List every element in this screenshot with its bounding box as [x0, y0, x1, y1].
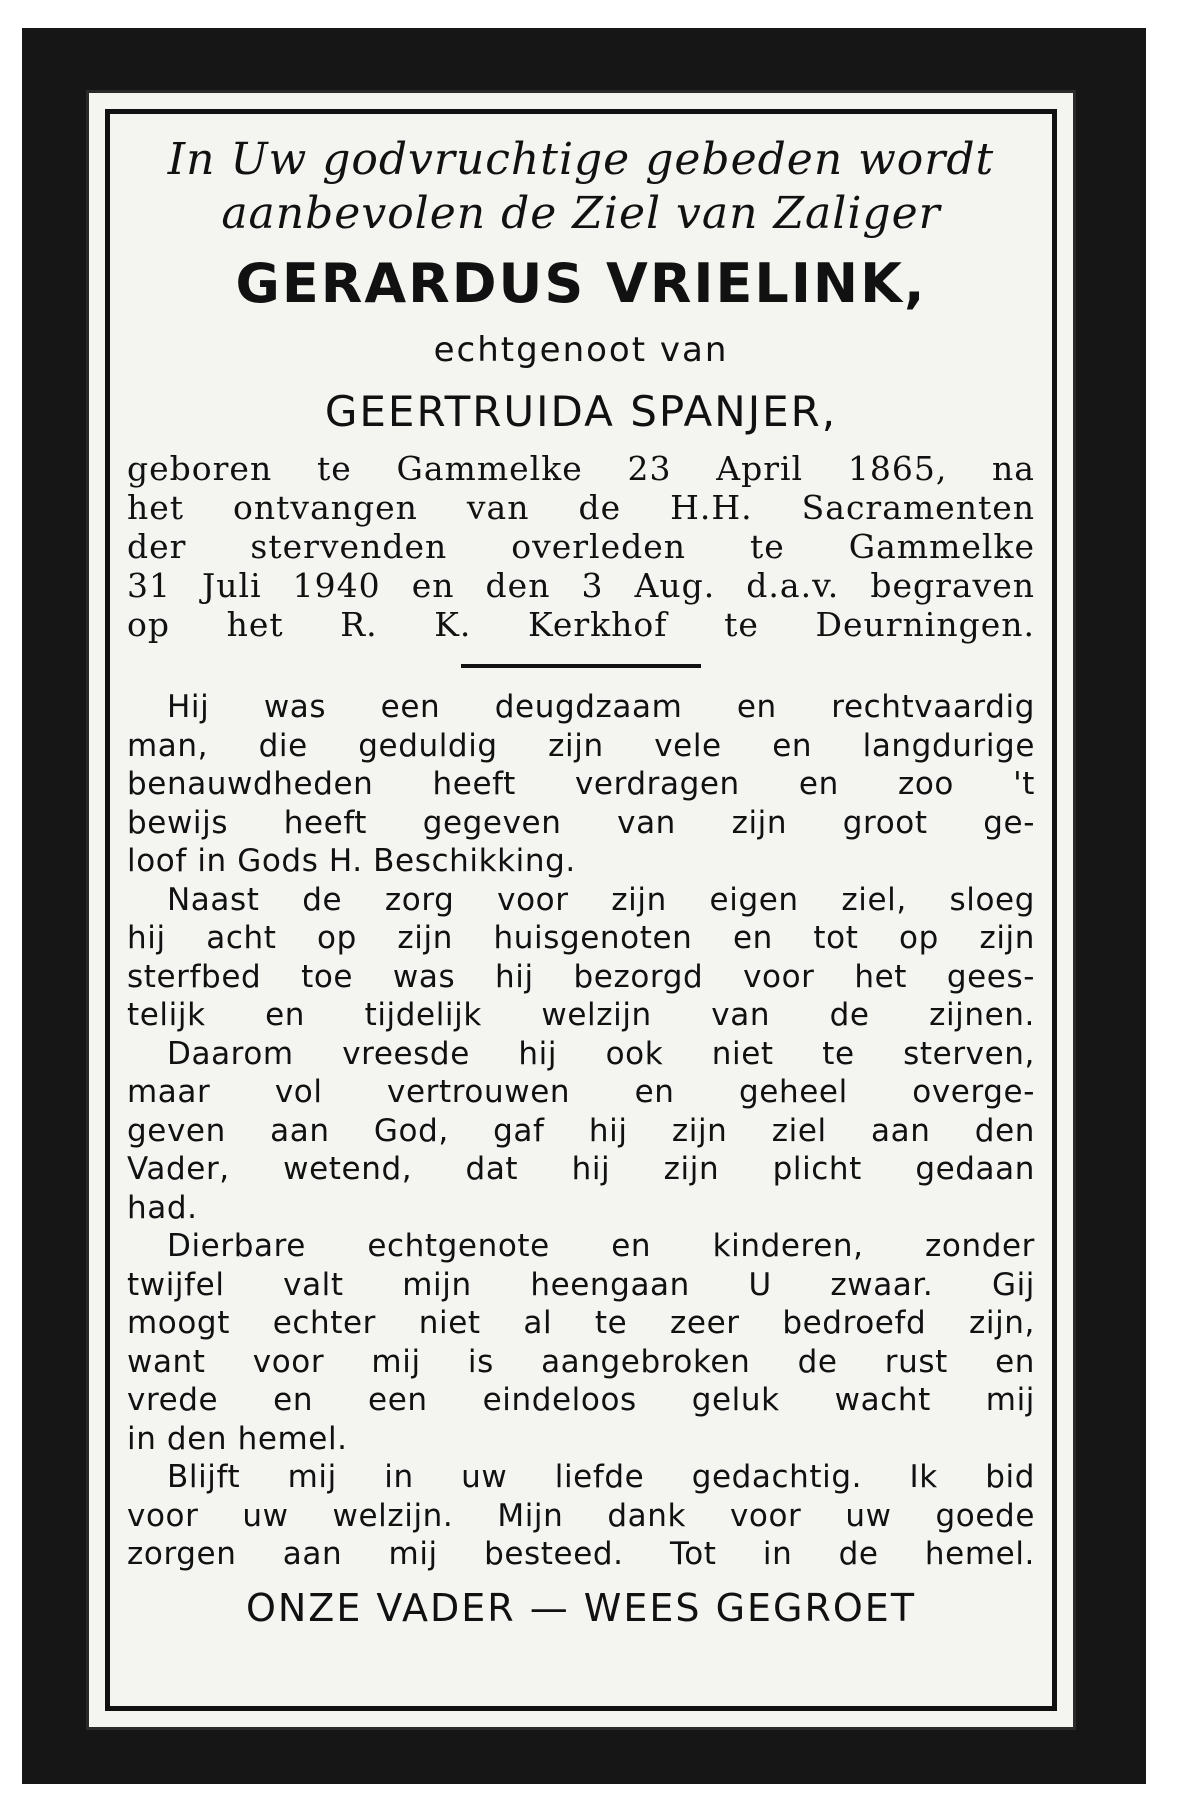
paragraph-line: loof in Gods H. Beschikking.: [127, 843, 576, 879]
bio-line: geboren te Gammelke 23 April 1865, na: [127, 449, 1035, 488]
paragraph: [127, 1458, 1035, 1574]
paragraph: [127, 1035, 1035, 1228]
spouse-intro: echtgenoot van: [433, 330, 729, 370]
paragraph-line: in den hemel.: [127, 1420, 348, 1457]
paragraph-line: hij acht op zijn huisgenoten en tot op zijn: [127, 920, 1035, 956]
paragraph-line: vrede en een eindeloos geluk wacht mij: [127, 1382, 1035, 1418]
memorial-card: [22, 28, 1146, 1784]
paragraph-line: Hij was een deugdzaam en rechtvaardig: [167, 689, 1035, 725]
paragraph-line: Vader, wetend, dat hij zijn plicht gedaan: [127, 1151, 1035, 1187]
paragraph-line: had.: [127, 1189, 198, 1226]
paragraph-line: twijfel valt mijn heengaan U zwaar. Gij: [127, 1266, 1035, 1303]
bio-line: der stervenden overleden te Gammelke: [127, 527, 1035, 566]
paragraph-line: man, die geduldig zijn vele en langdurige: [127, 727, 1035, 764]
paragraph-line: benauwdheden heeft verdragen en zoo 't: [127, 766, 1035, 802]
biography: [127, 449, 1035, 644]
divider-rule: [461, 664, 701, 668]
card-paper: [86, 90, 1076, 1730]
deceased-name: GERARDUS VRIELINK,: [235, 252, 927, 315]
paragraph-line: Daarom vreesde hij ook niet te sterven,: [167, 1035, 1035, 1072]
paragraph-line: Naast de zorg voor zijn eigen ziel, sloeg: [167, 881, 1035, 918]
paragraph-line: want voor mij is aangebroken de rust en: [127, 1343, 1035, 1380]
paragraph-line: zorgen aan mij besteed. Tot in de hemel.: [127, 1536, 1035, 1572]
closing-prayer: ONZE VADER — WEES GEGROET: [245, 1585, 917, 1630]
intro-line: In Uw godvruchtige gebeden wordt: [167, 134, 995, 185]
paragraph-line: moogt echter niet al te zeer bedroefd zijn,: [127, 1305, 1035, 1341]
card-content: [127, 133, 1035, 1697]
paragraph-line: sterfbed toe was hij bezorgd voor het gees-: [127, 958, 1035, 995]
spouse-name: GEERTRUIDA SPANJER,: [324, 387, 838, 436]
bio-line: het ontvangen van de H.H. Sacramenten: [127, 488, 1035, 527]
paragraph-line: Blijft mij in uw liefde gedachtig. Ik bid: [167, 1459, 1035, 1495]
paragraph-line: geven aan God, gaf hij zijn ziel aan den: [127, 1112, 1035, 1149]
paragraph: [127, 881, 1035, 1035]
paragraph-line: maar vol vertrouwen en geheel overge-: [127, 1074, 1035, 1110]
paragraph-line: Dierbare echtgenote en kinderen, zonder: [167, 1228, 1035, 1264]
paragraph-line: telijk en tijdelijk welzijn van de zijnen.: [127, 997, 1035, 1033]
paragraph: [127, 688, 1035, 881]
intro-text: [127, 133, 1035, 241]
paragraph: [127, 1227, 1035, 1458]
intro-line: aanbevolen de Ziel van Zaliger: [221, 188, 941, 239]
bio-line: op het R. K. Kerkhof te Deurningen.: [127, 605, 1035, 644]
paragraph-line: bewijs heeft gegeven van zijn groot ge-: [127, 804, 1035, 841]
paragraph-line: voor uw welzijn. Mijn dank voor uw goede: [127, 1497, 1035, 1534]
bio-line: 31 Juli 1940 en den 3 Aug. d.a.v. begraven: [127, 566, 1035, 605]
